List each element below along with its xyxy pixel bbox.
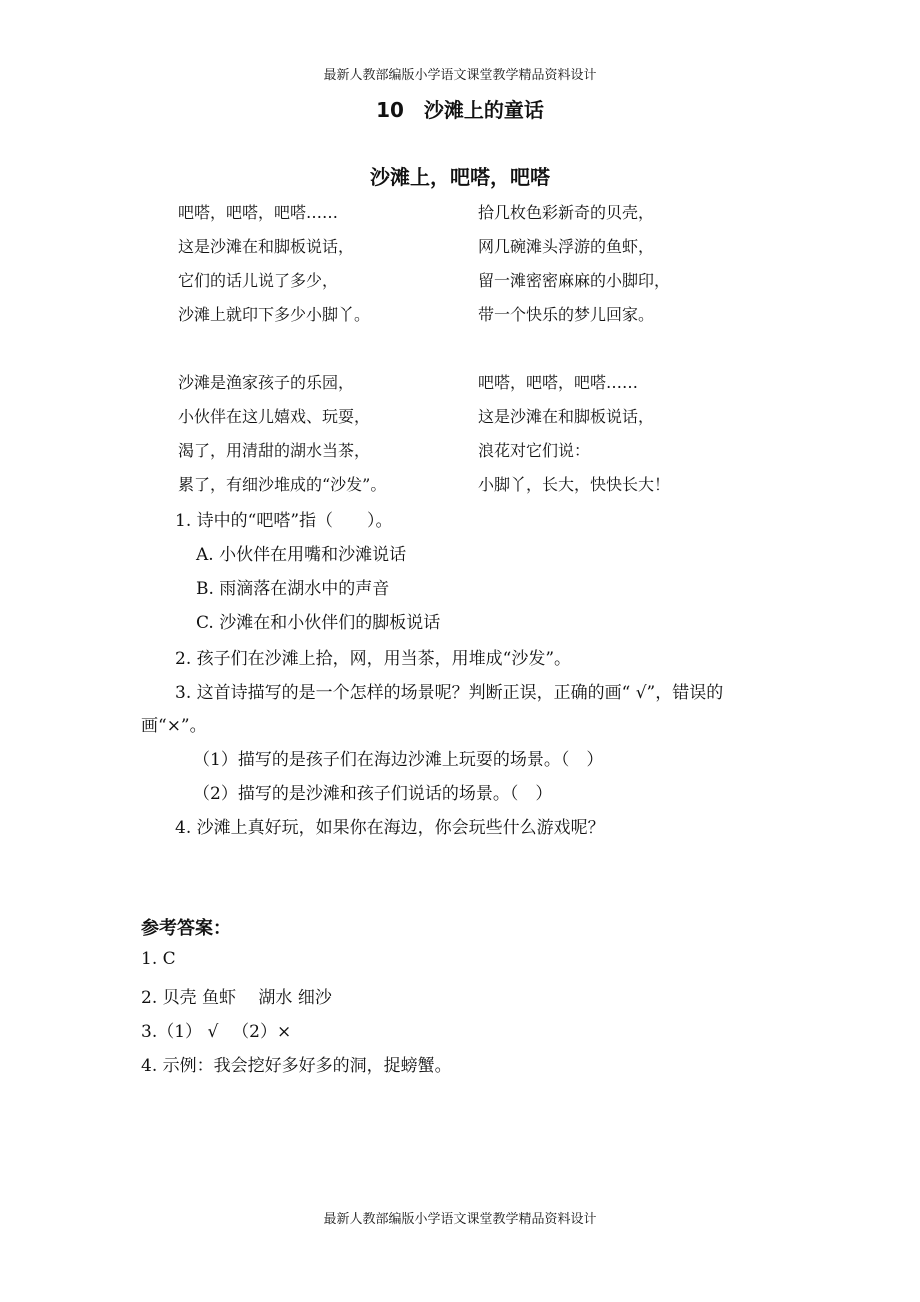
- question-1: 1. 诗中的“吧嗒”指（ ）。: [175, 511, 393, 531]
- question-3-continued: 画“×”。: [141, 716, 207, 736]
- question-1-option-b: B. 雨滴落在湖水中的声音: [196, 579, 390, 599]
- poem-line: 沙滩是渔家孩子的乐园，: [178, 373, 355, 392]
- poem-line: 渴了，用清甜的湖水当茶，: [178, 441, 371, 460]
- answer-4: 4. 示例：我会挖好多好多的洞，捉螃蟹。: [141, 1056, 452, 1076]
- poem-line: 这是沙滩在和脚板说话，: [178, 237, 355, 256]
- answers-title: 参考答案：: [141, 918, 231, 939]
- poem-line: 小脚丫，长大，快快长大！: [478, 475, 671, 494]
- page-footer: 最新人教部编版小学语文课堂教学精品资料设计: [323, 1212, 597, 1227]
- poem-line: 留一滩密密麻麻的小脚印，: [478, 271, 671, 290]
- page-header: 最新人教部编版小学语文课堂教学精品资料设计: [323, 68, 597, 83]
- answer-2: 2. 贝壳 鱼虾 湖水 细沙: [141, 988, 332, 1008]
- poem-line: 这是沙滩在和脚板说话，: [478, 407, 655, 426]
- question-4: 4. 沙滩上真好玩，如果你在海边，你会玩些什么游戏呢？: [175, 818, 605, 838]
- poem-line: 沙滩上就印下多少小脚丫。: [178, 305, 371, 324]
- poem-line: 浪花对它们说：: [478, 441, 591, 460]
- answer-1: 1. C: [141, 949, 176, 969]
- question-3: 3. 这首诗描写的是一个怎样的场景呢？判断正误，正确的画“ √”，错误的: [175, 683, 724, 703]
- poem-line: 吧嗒，吧嗒，吧嗒……: [178, 203, 339, 222]
- poem-line: 小伙伴在这儿嬉戏、玩耍，: [178, 407, 371, 426]
- question-2: 2. 孩子们在沙滩上拾，网，用当茶，用堆成“沙发”。: [175, 649, 572, 669]
- poem-line: 它们的话儿说了多少，: [178, 271, 339, 290]
- question-3-item-2: （2）描写的是沙滩和孩子们说话的场景。（ ）: [193, 784, 553, 804]
- question-3-item-1: （1）描写的是孩子们在海边沙滩上玩耍的场景。（ ）: [193, 750, 604, 770]
- poem-line: 拾几枚色彩新奇的贝壳，: [478, 203, 655, 222]
- poem-line: 累了，有细沙堆成的“沙发”。: [178, 475, 387, 494]
- poem-title: 沙滩上，吧嗒，吧嗒: [370, 165, 550, 189]
- question-1-option-a: A. 小伙伴在用嘴和沙滩说话: [196, 545, 407, 565]
- poem-line: 带一个快乐的梦儿回家。: [478, 305, 655, 324]
- lesson-title: 10 沙滩上的童话: [376, 98, 544, 122]
- answer-3: 3.（1） √ （2）×: [141, 1022, 292, 1042]
- poem-line: 吧嗒，吧嗒，吧嗒……: [478, 373, 639, 392]
- poem-line: 网几碗滩头浮游的鱼虾，: [478, 237, 655, 256]
- question-1-option-c: C. 沙滩在和小伙伴们的脚板说话: [196, 613, 441, 633]
